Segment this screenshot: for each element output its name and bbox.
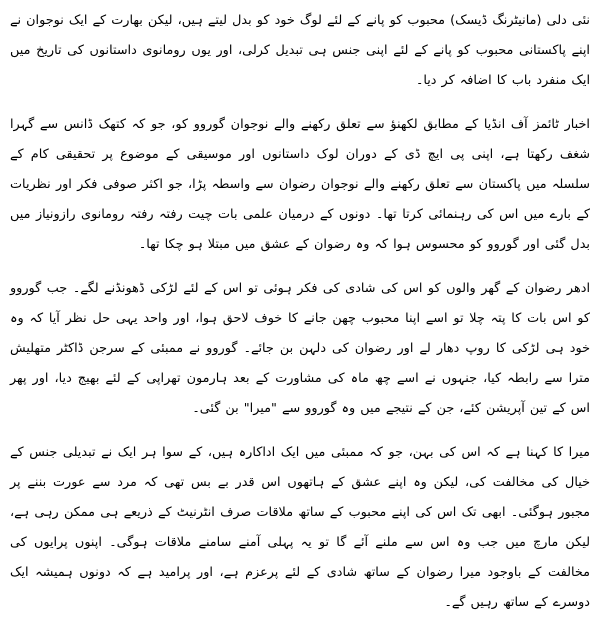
article-paragraph-2: اخبار ٹائمز آف انڈیا کے مطابق لکھنؤ سے تعلق رکھنے والے نوجوان گوروو کو، جو کہ کتھک ڈانس سے گہرا شغف رکھتا ہے، اپنی پی ایچ ڈی کے دوران لوک داستانوں اور موسیقی کے موضوع پر تحقیقی کام کے سلسلہ میں پاکستان سے تعلق رکھنے والے نوجوان رضوان سے واسطہ پڑا، جو اکثر صوفی فکر اور نظریات کے بارے میں اس کی رہنمائی کرتا تھا۔ دونوں کے درمیان علمی بات چیت رفتہ رفتہ رومانوی رازونیاز میں بدل گئی اور گوروو کو محسوس ہوا کہ وہ رضوان کے عشق میں مبتلا ہو چکا تھا۔ (10, 117, 590, 252)
article-paragraph-4: میرا کا کہنا ہے کہ اس کی بہن، جو کہ ممبئی میں ایک اداکارہ ہیں، کے سوا ہر ایک نے تبدیلی جنس کے خیال کی مخالفت کی، لیکن وہ اپنے عشق کے ہاتھوں اس قدر بے بس تھی کہ مرد سے عورت بننے پر مجبور ہوگئی۔ ابھی تک اس کی اپنے محبوب کے ساتھ ملاقات صرف انٹرنیٹ کے ذریعے ہی ممکن رہی ہے، لیکن مارچ میں جب وہ اس سے ملنے آئے گا تو یہ پہلی آمنے سامنے ملاقات ہوگی۔ اپنوں پرایوں کی مخالفت کے باوجود میرا رضوان کے ساتھ شادی کے لئے پرعزم ہے، اور پرامید ہے کہ دونوں ہمیشہ ایک دوسرے کے ساتھ رہیں گے۔ (10, 445, 590, 610)
article-paragraph-1: نئی دلی (مانیٹرنگ ڈیسک) محبوب کو پانے کے لئے لوگ خود کو بدل لیتے ہیں، لیکن بھارت کے ایک نوجوان نے اپنے پاکستانی محبوب کو پانے کے لئے اپنی جنس ہی تبدیل کرلی، اور یوں رومانوی داستانوں کی تاریخ میں ایک منفرد باب کا اضافہ کر دیا۔ (10, 13, 590, 88)
article-paragraph-3: ادھر رضوان کے گھر والوں کو اس کی شادی کی فکر ہوئی تو اس کے لئے لڑکی ڈھونڈنے لگے۔ جب گوروو کو اس بات کا پتہ چلا تو اسے اپنا محبوب چھن جانے کا خوف لاحق ہوا، اور واحد یہی حل نظر آیا کہ وہ خود ہی لڑکی کا روپ دھار لے اور رضوان کی دلہن بن جائے۔ گوروو نے ممبئی کے سرجن ڈاکٹر متھلیش مترا سے رابطہ کیا، جنہوں نے اسے چھ ماہ کی مشاورت کے بعد ہارمون تھراپی کے لئے بھیج دیا، اور پھر اس کے تین آپریشن کئے، جن کے نتیجے میں وہ گوروو سے "میرا" بن گئی۔ (10, 281, 590, 416)
